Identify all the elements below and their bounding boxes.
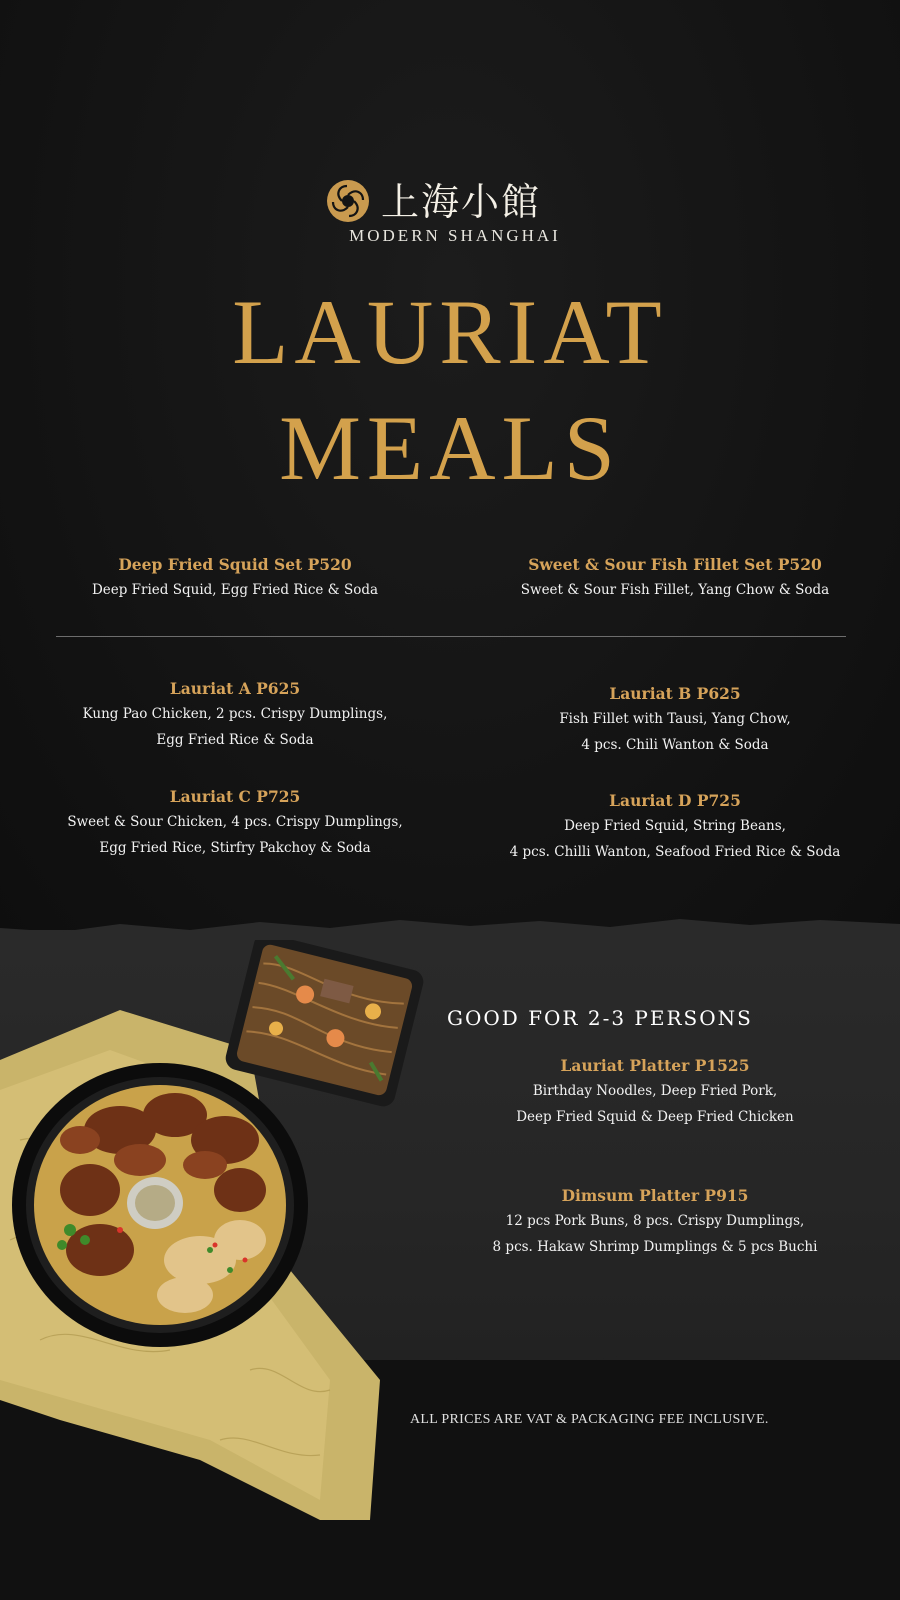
menu-item-name: Lauriat A P625: [169, 679, 301, 698]
menu-item-name: Lauriat C P725: [169, 787, 301, 806]
menu-item-desc: 4 pcs. Chilli Wanton, Seafood Fried Rice & Soda: [509, 844, 841, 860]
menu-item-lauriat-c: [30, 785, 440, 861]
menu-item-lauriat-d: [470, 789, 880, 865]
menu-item-fish-set: [470, 553, 880, 603]
menu-item-desc: Birthday Noodles, Deep Fried Pork,: [532, 1083, 778, 1099]
brand-chinese-name: 上海小館: [381, 180, 542, 224]
menu-item-lauriat-b: [470, 682, 880, 758]
menu-item-desc: Kung Pao Chicken, 2 pcs. Crispy Dumplings,: [82, 706, 388, 722]
menu-item-desc: Deep Fried Squid, Egg Fried Rice & Soda: [91, 582, 379, 598]
menu-item-desc: Fish Fillet with Tausi, Yang Chow,: [559, 711, 791, 727]
menu-item-desc: Sweet & Sour Chicken, 4 pcs. Crispy Dumplings,: [67, 814, 403, 830]
menu-item-name: Lauriat D P725: [609, 791, 741, 810]
menu-item-desc: Sweet & Sour Fish Fillet, Yang Chow & Soda: [520, 582, 830, 598]
menu-item-desc: 8 pcs. Hakaw Shrimp Dumplings & 5 pcs Buchi: [492, 1239, 818, 1255]
menu-item-name: Lauriat Platter P1525: [560, 1056, 750, 1075]
page-title-line2: MEALS: [279, 397, 621, 499]
brand-english-name: MODERN SHANGHAI: [349, 226, 561, 245]
menu-item-desc: Deep Fried Squid & Deep Fried Chicken: [516, 1109, 794, 1125]
food-photo: [0, 940, 440, 1540]
menu-item-lauriat-platter: [430, 1054, 880, 1130]
menu-item-squid-set: [40, 553, 430, 603]
menu-item-desc: 4 pcs. Chili Wanton & Soda: [581, 737, 769, 753]
menu-item-desc: Deep Fried Squid, String Beans,: [564, 818, 786, 834]
divider: [56, 636, 846, 637]
menu-item-dimsum-platter: [430, 1184, 880, 1260]
menu-item-name: Sweet & Sour Fish Fillet Set P520: [528, 555, 822, 574]
menu-item-name: Deep Fried Squid Set P520: [118, 555, 352, 574]
page-title-line1: LAURIAT: [232, 281, 668, 383]
swirl-emblem-icon: [325, 178, 371, 224]
menu-item-name: Dimsum Platter P915: [561, 1186, 749, 1205]
menu-item-desc: 12 pcs Pork Buns, 8 pcs. Crispy Dumplings,: [505, 1213, 805, 1229]
menu-item-name: Lauriat B P625: [609, 684, 741, 703]
menu-item-lauriat-a: [30, 677, 440, 753]
menu-item-desc: Egg Fried Rice, Stirfry Pakchoy & Soda: [99, 840, 371, 856]
menu-item-desc: Egg Fried Rice & Soda: [156, 732, 314, 748]
platters-heading: GOOD FOR 2-3 PERSONS: [447, 1006, 753, 1030]
brand-logo: [325, 178, 585, 248]
price-disclaimer: ALL PRICES ARE VAT & PACKAGING FEE INCLUSIVE.: [410, 1412, 769, 1427]
